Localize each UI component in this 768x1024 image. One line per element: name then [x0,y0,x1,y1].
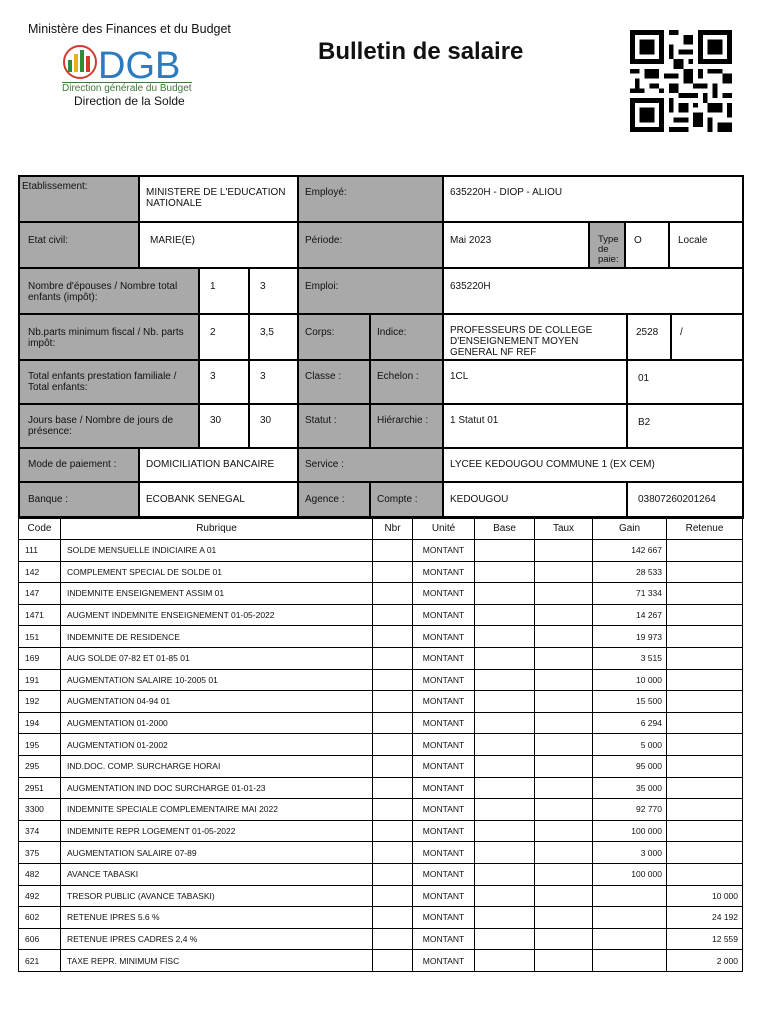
row-base [475,820,535,842]
row-code: 194 [19,712,61,734]
row-nbr [373,626,413,648]
row-code: 606 [19,928,61,950]
etat-civil-label: Etat civil: [19,222,139,268]
periode-value: Mai 2023 [443,222,589,268]
row-unite: MONTANT [413,907,475,929]
banque-label: Banque : [19,482,139,518]
row-rubrique: INDEMNITE DE RESIDENCE [61,626,373,648]
row-unite: MONTANT [413,540,475,562]
col-code-header: Code [19,517,61,540]
row-nbr [373,540,413,562]
row-unite: MONTANT [413,928,475,950]
row-code: 3300 [19,799,61,821]
row-rubrique: IND.DOC. COMP. SURCHARGE HORAI [61,755,373,777]
indice-extra: / [671,314,743,360]
row-rubrique: AUGMENTATION 01-2002 [61,734,373,756]
row-code: 111 [19,540,61,562]
ministry-name: Ministère des Finances et du Budget [28,22,231,36]
table-row [19,626,743,648]
row-unite: MONTANT [413,842,475,864]
row-unite: MONTANT [413,712,475,734]
row-base [475,755,535,777]
row-base [475,561,535,583]
table-row [19,691,743,713]
row-rubrique: TRESOR PUBLIC (AVANCE TABASKI) [61,885,373,907]
row-code: 621 [19,950,61,972]
corps-label: Corps: [298,314,370,360]
row-gain: 10 000 [593,669,667,691]
row-taux [535,712,593,734]
row-retenue [667,669,743,691]
row-code: 147 [19,583,61,605]
row-unite: MONTANT [413,734,475,756]
classe-value: 1CL [443,360,627,404]
echelon-value: 01 [627,360,743,404]
classe-label: Classe : [298,360,370,404]
row-retenue [667,540,743,562]
parts-value: 3,5 [249,314,298,360]
row-rubrique: AUG SOLDE 07-82 ET 01-85 01 [61,647,373,669]
table-row [19,561,743,583]
row-taux [535,561,593,583]
row-base [475,799,535,821]
employe-value: 635220H - DIOP - ALIOU [443,176,743,222]
col-rubrique-header: Rubrique [61,517,373,540]
col-retenue-header: Retenue [667,517,743,540]
row-taux [535,950,593,972]
table-header-row [19,517,743,540]
row-taux [535,842,593,864]
row-rubrique: AUGMENTATION IND DOC SURCHARGE 01-01-23 [61,777,373,799]
row-retenue [667,712,743,734]
table-row [19,669,743,691]
row-rubrique: RETENUE IPRES CADRES 2,4 % [61,928,373,950]
enfants-impot-value: 3 [249,268,298,314]
row-nbr [373,647,413,669]
row-retenue [667,647,743,669]
row-gain [593,907,667,929]
epouses-value: 1 [199,268,249,314]
row-nbr [373,755,413,777]
row-code: 482 [19,863,61,885]
row-retenue [667,604,743,626]
hierarchie-label: Hiérarchie : [370,404,443,448]
row-nbr [373,950,413,972]
row-taux [535,691,593,713]
row-code: 374 [19,820,61,842]
row-unite: MONTANT [413,604,475,626]
row-gain: 142 667 [593,540,667,562]
row-retenue [667,777,743,799]
row-nbr [373,777,413,799]
row-rubrique: AUGMENTATION 01-2000 [61,712,373,734]
row-retenue [667,626,743,648]
row-nbr [373,799,413,821]
etablissement-value: MINISTERE DE L'EDUCATION NATIONALE [139,176,298,222]
row-unite: MONTANT [413,669,475,691]
row-code: 195 [19,734,61,756]
row-gain: 100 000 [593,820,667,842]
agence-label: Agence : [298,482,370,518]
row-taux [535,820,593,842]
row-unite: MONTANT [413,626,475,648]
row-gain: 19 973 [593,626,667,648]
pay-table [18,516,743,972]
row-gain: 3 000 [593,842,667,864]
row-taux [535,928,593,950]
row-taux [535,540,593,562]
row-nbr [373,669,413,691]
row-retenue [667,583,743,605]
epouses-label: Nombre d'épouses / Nombre total enfants (impôt): [19,268,199,314]
type-paie-desc: Locale [669,222,743,268]
row-unite: MONTANT [413,820,475,842]
echelon-label: Echelon : [370,360,443,404]
table-row [19,928,743,950]
type-paie-label: Type de paie: [589,222,625,268]
row-taux [535,669,593,691]
row-retenue: 12 559 [667,928,743,950]
row-nbr [373,885,413,907]
row-rubrique: INDEMNITE REPR LOGEMENT 01-05-2022 [61,820,373,842]
table-row [19,799,743,821]
row-taux [535,647,593,669]
row-base [475,950,535,972]
table-row [19,540,743,562]
row-code: 375 [19,842,61,864]
table-row [19,842,743,864]
row-base [475,928,535,950]
compte-value: 03807260201264 [627,482,743,518]
row-retenue [667,863,743,885]
row-unite: MONTANT [413,863,475,885]
statut-label: Statut : [298,404,370,448]
row-base [475,777,535,799]
row-taux [535,583,593,605]
row-gain: 95 000 [593,755,667,777]
row-rubrique: INDEMNITE SPECIALE COMPLEMENTAIRE MAI 2022 [61,799,373,821]
row-nbr [373,734,413,756]
parts-min-value: 2 [199,314,249,360]
row-rubrique: AVANCE TABASKI [61,863,373,885]
row-base [475,691,535,713]
row-code: 602 [19,907,61,929]
row-taux [535,755,593,777]
row-rubrique: TAXE REPR. MINIMUM FISC [61,950,373,972]
row-retenue [667,755,743,777]
row-nbr [373,691,413,713]
qr-code [628,30,734,132]
logo-subtitle: Direction générale du Budget [62,83,192,94]
etat-civil-value: MARIE(E) [139,222,298,268]
table-row [19,604,743,626]
table-row [19,583,743,605]
enfants-total-value: 3 [249,360,298,404]
row-retenue [667,842,743,864]
row-code: 151 [19,626,61,648]
row-taux [535,777,593,799]
table-row [19,863,743,885]
row-base [475,885,535,907]
row-rubrique: AUGMENTATION 04-94 01 [61,691,373,713]
row-unite: MONTANT [413,561,475,583]
row-nbr [373,712,413,734]
periode-label: Période: [298,222,443,268]
statut-value: 1 Statut 01 [443,404,627,448]
table-row [19,777,743,799]
row-gain: 35 000 [593,777,667,799]
row-gain: 71 334 [593,583,667,605]
row-rubrique: AUGMENT INDEMNITE ENSEIGNEMENT 01-05-2022 [61,604,373,626]
row-retenue [667,820,743,842]
table-row [19,907,743,929]
service-value: LYCEE KEDOUGOU COMMUNE 1 (EX CEM) [443,448,743,482]
row-unite: MONTANT [413,885,475,907]
row-retenue [667,691,743,713]
row-base [475,842,535,864]
row-nbr [373,583,413,605]
row-taux [535,604,593,626]
row-nbr [373,820,413,842]
row-rubrique: INDEMNITE ENSEIGNEMENT ASSIM 01 [61,583,373,605]
row-code: 191 [19,669,61,691]
table-row [19,734,743,756]
enfants-pf-value: 3 [199,360,249,404]
row-code: 1471 [19,604,61,626]
mode-paiement-value: DOMICILIATION BANCAIRE [139,448,298,482]
row-gain: 6 294 [593,712,667,734]
row-retenue: 2 000 [667,950,743,972]
enfants-pf-label: Total enfants prestation familiale / Total enfants: [19,360,199,404]
row-code: 2951 [19,777,61,799]
row-gain: 15 500 [593,691,667,713]
row-base [475,734,535,756]
row-base [475,583,535,605]
jours-presence-value: 30 [249,404,298,448]
row-gain: 92 770 [593,799,667,821]
row-unite: MONTANT [413,755,475,777]
col-unite-header: Unité [413,517,475,540]
row-gain [593,928,667,950]
row-nbr [373,928,413,950]
row-base [475,540,535,562]
indice-label: Indice: [370,314,443,360]
col-base-header: Base [475,517,535,540]
row-retenue [667,561,743,583]
col-nbr-header: Nbr [373,517,413,540]
row-nbr [373,604,413,626]
agence-value: KEDOUGOU [443,482,627,518]
row-unite: MONTANT [413,950,475,972]
hierarchie-value: B2 [627,404,743,448]
row-base [475,626,535,648]
table-row [19,647,743,669]
row-code: 142 [19,561,61,583]
direction-name: Direction de la Solde [74,94,185,108]
col-taux-header: Taux [535,517,593,540]
table-row [19,885,743,907]
row-gain: 100 000 [593,863,667,885]
logo-text: DGB [98,45,181,87]
row-code: 169 [19,647,61,669]
row-retenue: 10 000 [667,885,743,907]
table-row [19,755,743,777]
row-unite: MONTANT [413,647,475,669]
row-base [475,647,535,669]
row-taux [535,863,593,885]
row-gain [593,950,667,972]
row-nbr [373,842,413,864]
row-retenue [667,799,743,821]
row-code: 492 [19,885,61,907]
row-base [475,907,535,929]
row-taux [535,626,593,648]
row-rubrique: SOLDE MENSUELLE INDICIAIRE A 01 [61,540,373,562]
row-code: 192 [19,691,61,713]
row-nbr [373,561,413,583]
row-gain: 14 267 [593,604,667,626]
row-taux [535,885,593,907]
row-gain: 5 000 [593,734,667,756]
etablissement-label: Etablissement: [19,176,139,222]
row-code: 295 [19,755,61,777]
row-rubrique: RETENUE IPRES 5.6 % [61,907,373,929]
row-retenue: 24 192 [667,907,743,929]
indice-value: 2528 [627,314,671,360]
mode-paiement-label: Mode de paiement : [19,448,139,482]
row-unite: MONTANT [413,691,475,713]
row-base [475,669,535,691]
table-row [19,712,743,734]
emploi-value: 635220H [443,268,743,314]
compte-label: Compte : [370,482,443,518]
banque-value: ECOBANK SENEGAL [139,482,298,518]
jours-base-value: 30 [199,404,249,448]
row-unite: MONTANT [413,777,475,799]
table-row [19,950,743,972]
corps-value: PROFESSEURS DE COLLEGE D'ENSEIGNEMENT MOYEN GENERAL NF REF [443,314,627,360]
row-taux [535,799,593,821]
parts-label: Nb.parts minimum fiscal / Nb. parts impôt: [19,314,199,360]
row-rubrique: COMPLEMENT SPECIAL DE SOLDE 01 [61,561,373,583]
row-base [475,863,535,885]
row-gain: 3 515 [593,647,667,669]
row-gain: 28 533 [593,561,667,583]
type-paie-value: O [625,222,669,268]
row-unite: MONTANT [413,583,475,605]
row-nbr [373,863,413,885]
employee-info-grid [18,175,744,519]
row-retenue [667,734,743,756]
row-taux [535,907,593,929]
row-base [475,604,535,626]
row-gain [593,885,667,907]
table-row [19,820,743,842]
row-rubrique: AUGMENTATION SALAIRE 07-89 [61,842,373,864]
row-taux [535,734,593,756]
row-unite: MONTANT [413,799,475,821]
emploi-label: Emploi: [298,268,443,314]
employe-label: Employé: [298,176,443,222]
page-title: Bulletin de salaire [318,38,524,65]
col-gain-header: Gain [593,517,667,540]
row-rubrique: AUGMENTATION SALAIRE 10-2005 01 [61,669,373,691]
service-label: Service : [298,448,443,482]
row-base [475,712,535,734]
row-nbr [373,907,413,929]
jours-label: Jours base / Nombre de jours de présence: [19,404,199,448]
